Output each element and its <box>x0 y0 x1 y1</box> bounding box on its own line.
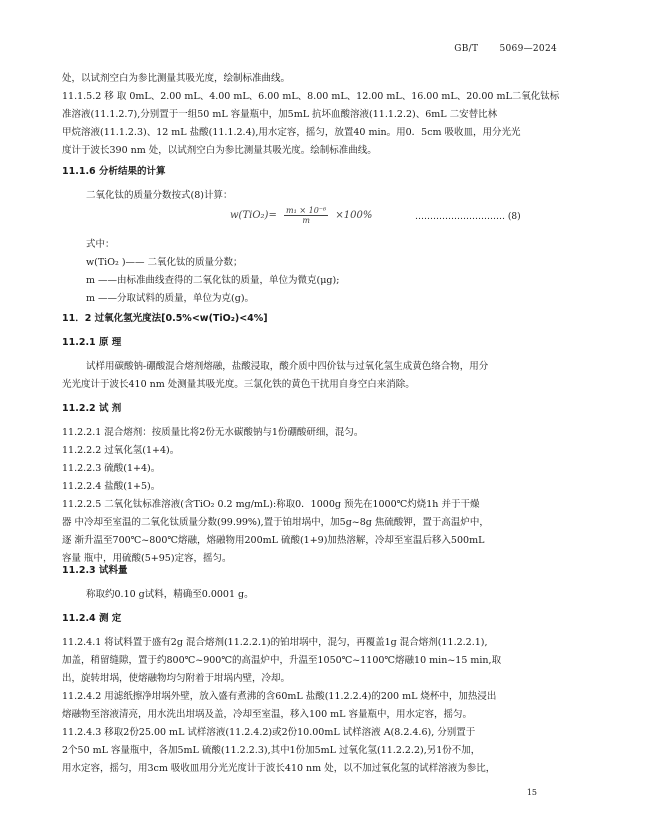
page-number: 15 <box>526 788 537 797</box>
formula-8 <box>230 206 372 225</box>
section-11-1-6 <box>62 163 592 205</box>
reagent-item-line: 容量 瓶中，用硫酸(5+95)定容，摇匀。 <box>62 553 232 564</box>
formula-rhs: ×100% <box>335 210 373 221</box>
definition-where: 式中： <box>86 239 115 250</box>
definition-item: m ——由标准曲线查得的二氧化钛的质量，单位为微克(μg); <box>86 275 340 286</box>
formula-denominator: m <box>302 216 310 225</box>
procedure-line: 11.2.4.2 用滤纸擦净坩埚外壁，放入盛有煮沸的含60mL 盐酸(11.2.2.4)的200 mL 烧杯中，加热浸出 <box>62 691 497 702</box>
definition-item: w(TiO₂ )—— 二氧化钛的质量分数； <box>86 257 243 268</box>
page-header <box>436 44 557 54</box>
text-line: 甲烷溶液(11.1.2.3)、12 mL 盐酸(11.1.2.4),用水定容，摇匀，放置40 min。用0．5cm 吸收皿，用分光光 <box>62 127 521 138</box>
text-line: 准溶液(11.1.2.7),分别置于一组50 mL 容量瓶中，加5mL 抗坏血酸溶液(11.1.2.2)、6mL 二安替比林 <box>62 109 498 120</box>
paragraph-line: 试样用碳酸钠-硼酸混合熔剂熔融，盐酸浸取，酸介质中四价钛与过氧化氢生成黄色络合物，用分 <box>86 361 489 372</box>
section-11-2 <box>62 310 592 328</box>
procedure-line: 用水定容，摇匀，用3cm 吸收皿用分光光度计于波长410 nm 处，以不加过氧化氢的试样溶液为参比， <box>62 763 496 774</box>
symbol-definitions <box>86 236 339 308</box>
reagent-item-line: 逐 渐升温至700℃~800℃熔融，熔融物用200mL 硫酸(1+9)加热溶解，冷却至室温后移入500mL <box>62 535 485 546</box>
section-heading: 11.1.6 分析结果的计算 <box>62 166 166 177</box>
procedure-line: 11.2.4.1 将试料置于盛有2g 混合熔剂(11.2.2.1)的铂坩埚中，混匀，再覆盖1g 混合熔剂(11.2.2.1), <box>62 637 488 648</box>
reagent-item: 11.2.2.4 盐酸(1+5)。 <box>62 481 161 492</box>
reagent-item-line: 器 中冷却至室温的二氧化钛质量分数(99.99%),置于铂坩埚中，加5g~8g 焦硫酸钾，置于高温炉中， <box>62 517 489 528</box>
reagent-item: 11.2.2.5 二氧化钛标准溶液(含TiO₂ 0.2 mg/mL):称取0．1000g 预先在1000℃灼烧1h 并于干燥 <box>62 499 480 510</box>
section-11-2-3 <box>62 562 592 604</box>
reagent-item: 11.2.2.1 混合熔剂：按质量比将2份无水碳酸钠与1份硼酸研细，混匀。 <box>62 427 364 438</box>
procedure-line: 熔融物至溶液清亮，用水洗出坩埚及盖，冷却至室温，移入100 mL 容量瓶中，用水定容，摇匀。 <box>62 709 472 720</box>
section-heading: 11.2.2 试 剂 <box>62 403 122 414</box>
formula-fraction <box>284 206 328 225</box>
section-11-2-2 <box>62 400 592 568</box>
paragraph: 称取约0.10 g试料，精确至0.0001 g。 <box>86 589 254 600</box>
section-11-2-4 <box>62 610 592 778</box>
reagent-item: 11.2.2.2 过氧化氢(1+4)。 <box>62 445 180 456</box>
standard-code: GB/T <box>454 44 479 54</box>
section-heading: 11.2.4 测 定 <box>62 613 122 624</box>
procedure-line: 2个50 mL 容量瓶中，各加5mL 硫酸(11.2.2.3),其中1份加5mL 过氧化氢(11.2.2.2),另1份不加， <box>62 745 481 756</box>
reagent-item: 11.2.2.3 硫酸(1+4)。 <box>62 463 161 474</box>
procedure-line: 出，旋转坩埚，使熔融物均匀附着于坩埚内壁，冷却。 <box>62 673 291 684</box>
section-11-2-1 <box>62 334 592 394</box>
definition-item: m ——分取试料的质量，单位为克(g)。 <box>86 293 255 304</box>
equation-number: ………………………… (8) <box>415 212 521 222</box>
formula-lhs: w(TiO₂)= <box>230 210 277 221</box>
section-11-1-5-2 <box>62 70 592 160</box>
paragraph: 二氧化钛的质量分数按式(8)计算： <box>86 190 233 201</box>
section-heading: 11.2.3 试料量 <box>62 565 128 576</box>
standard-number: 5069—2024 <box>499 44 557 54</box>
paragraph-line: 光光度计于波长410 nm 处测量其吸光度。三氯化铁的黄色干扰用自身空白来消除。 <box>62 379 415 390</box>
procedure-line: 加盖，稍留缝隙，置于约800℃~900℃的高温炉中，升温至1050℃~1100℃熔融10 min~15 min,取 <box>62 655 502 666</box>
text-line: 11.1.5.2 移 取 0mL、2.00 mL、4.00 mL、6.00 mL、8.00 mL、12.00 mL、16.00 mL、20.00 mL二氧化钛标 <box>62 91 560 102</box>
section-heading: 11.2.1 原 理 <box>62 337 122 348</box>
text-line: 处，以试剂空白为参比测量其吸光度，绘制标准曲线。 <box>62 73 291 84</box>
section-heading: 11．2 过氧化氢光度法[0.5%<w(TiO₂)<4%] <box>62 313 268 324</box>
formula-numerator: m₁ × 10⁻⁶ <box>286 206 327 215</box>
text-line: 度计于波长390 nm 处，以试剂空白为参比测量其吸光度。绘制标准曲线。 <box>62 145 377 156</box>
procedure-line: 11.2.4.3 移取2份25.00 mL 试样溶液(11.2.4.2)或2份10.00mL 试样溶液 A(8.2.4.6), 分别置于 <box>62 727 476 738</box>
